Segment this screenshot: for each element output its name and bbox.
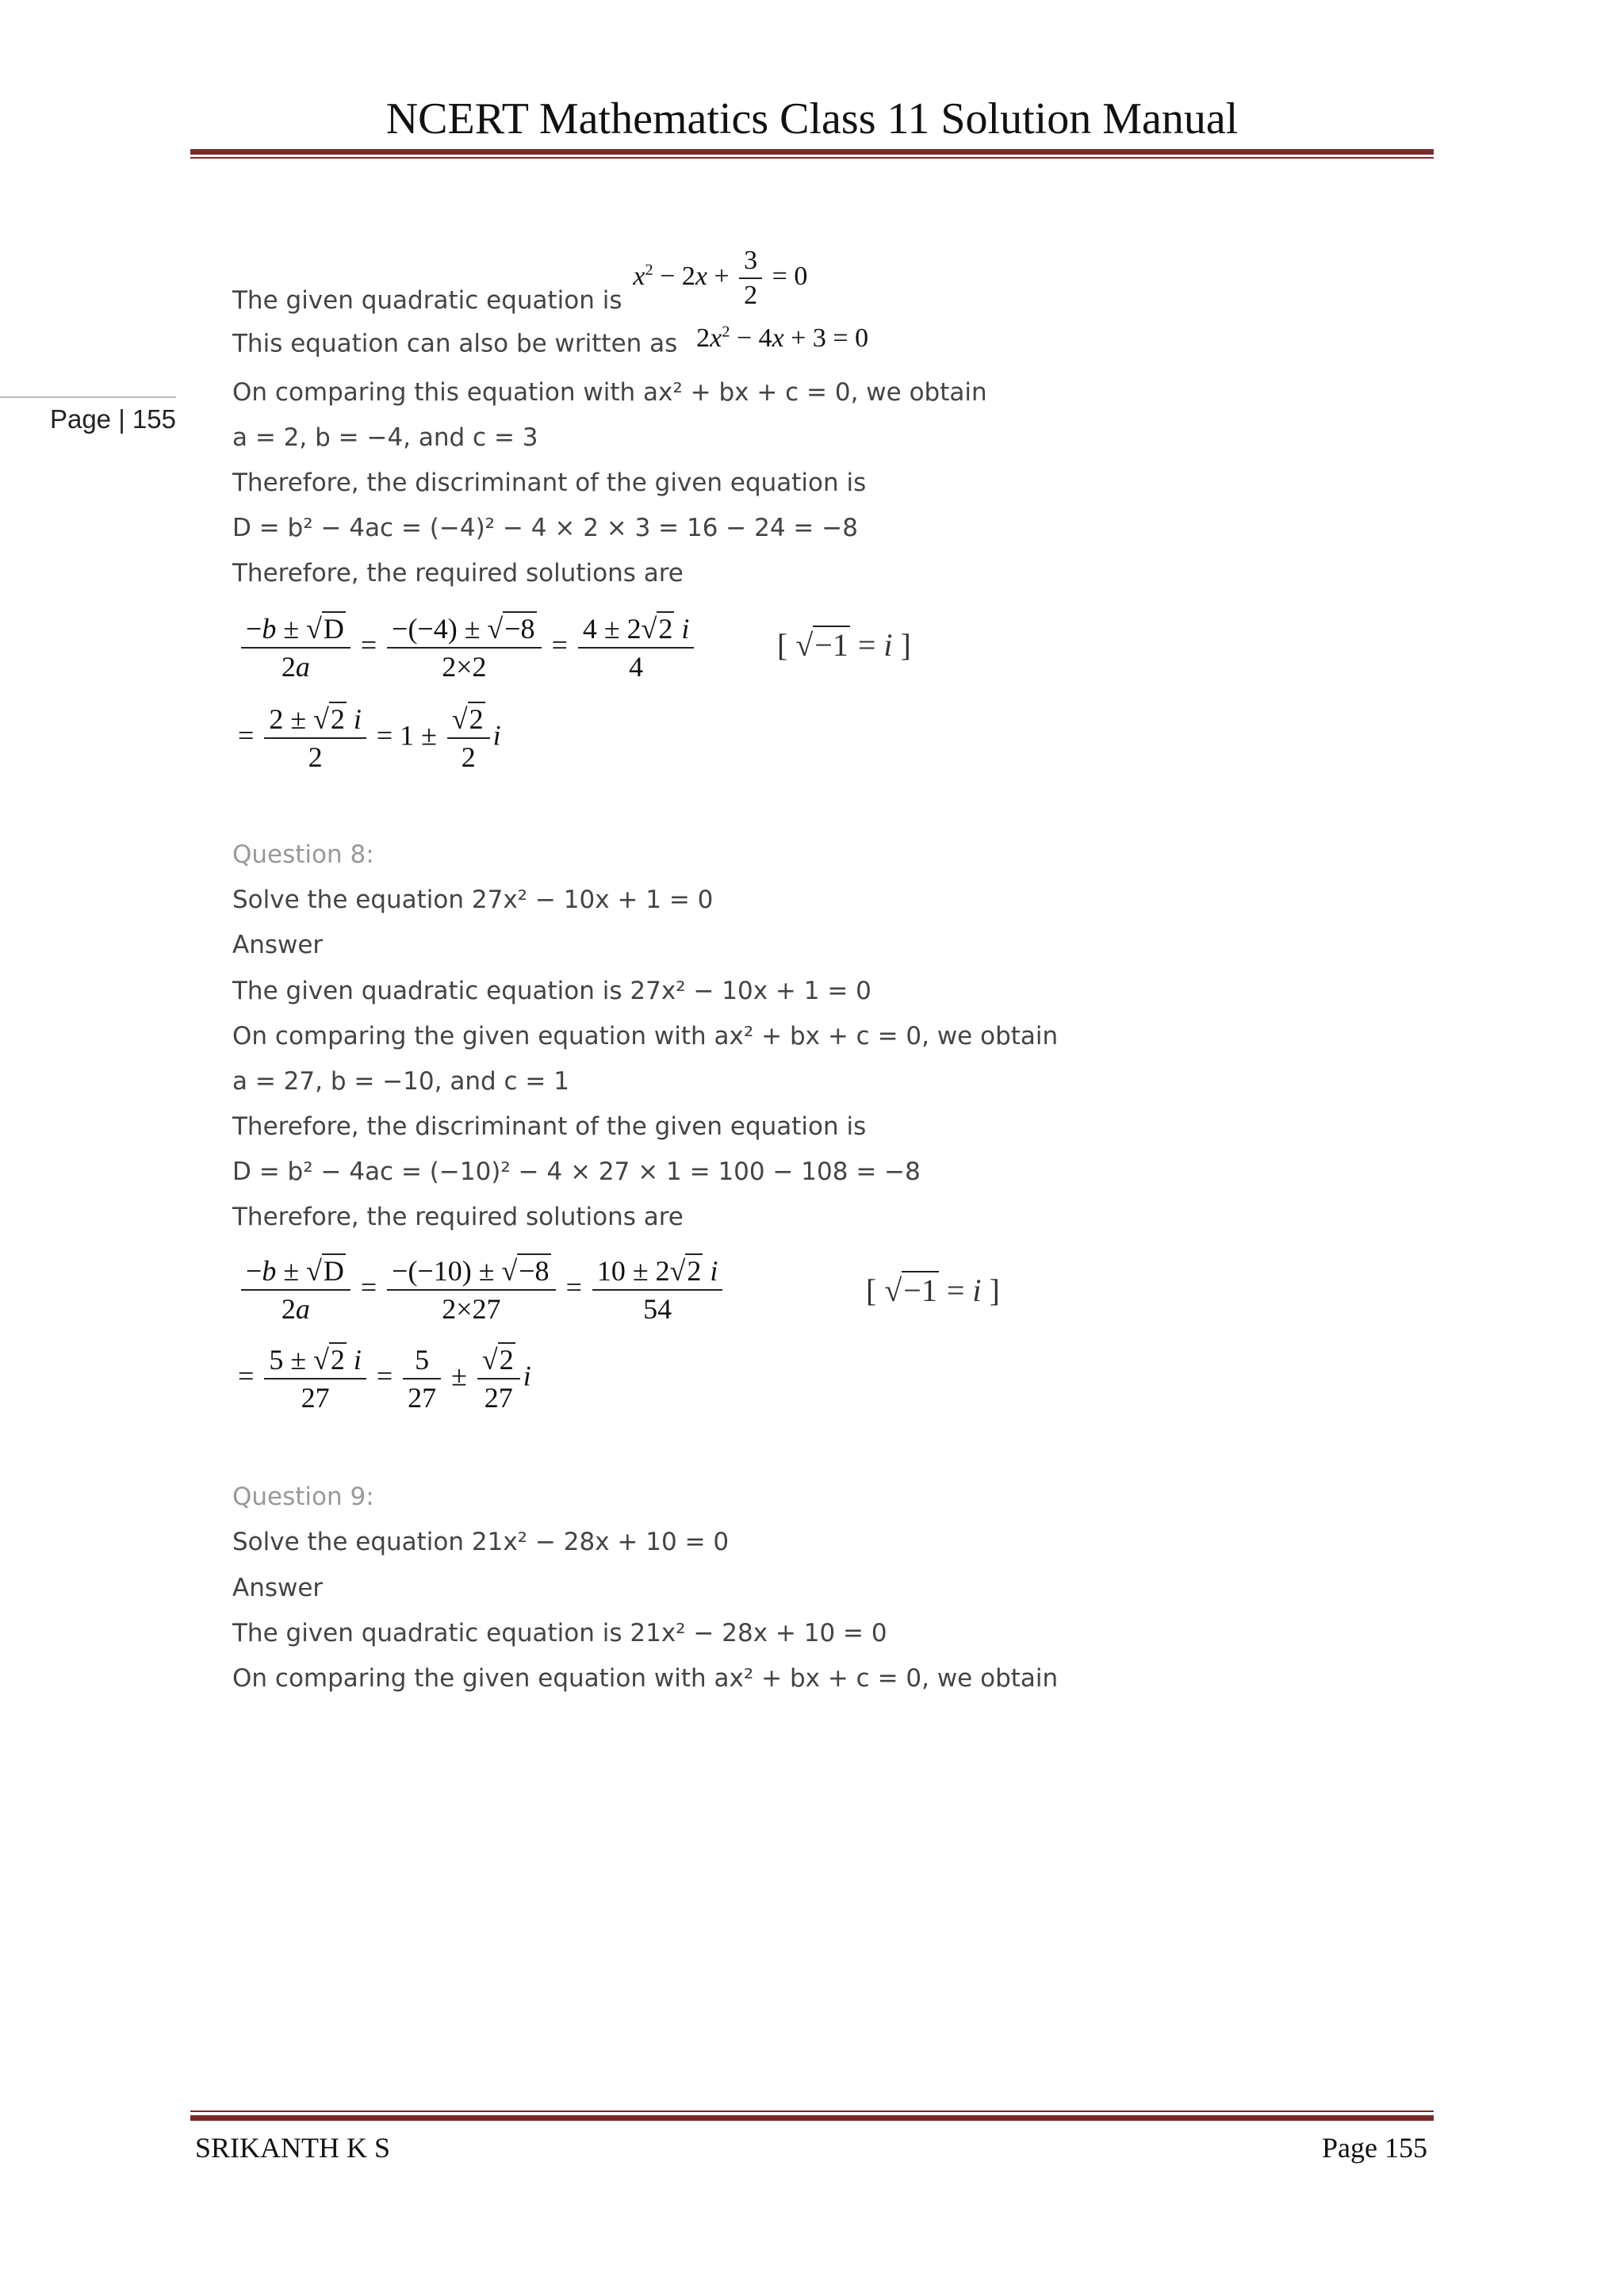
- given-equation-line: The given quadratic equation is 27x² − 10x + 1 = 0: [232, 977, 871, 1005]
- comparison-line: On comparing the given equation with ax² + bx + c = 0, we obtain: [232, 1664, 1059, 1693]
- solution-formula: $\frac{-b \pm √D}{2a}$ = $\frac{-(-10) \pm √-8}{2\times 27}$ = $\frac{10 \pm 2√2 i}{54}$: [238, 1254, 726, 1326]
- given-equation-line: The given quadratic equation is $x^2 - 2x$ + $\frac{3}{2}$ = 0: [232, 246, 808, 315]
- question-9-text: Solve the equation 21x² − 28x + 10 = 0: [232, 1528, 730, 1556]
- comparison-line: On comparing this equation with ax² + bx + c = 0, we obtain: [232, 378, 987, 407]
- discriminant-label: Therefore, the discriminant of the given equation is: [232, 1112, 867, 1141]
- margin-page-label: Page | 155: [49, 404, 176, 434]
- discriminant-calculation: D = b² − 4ac = (−10)² − 4 × 27 × 1 = 100 − 108 = −8: [232, 1158, 921, 1186]
- comparison-line: On comparing the given equation with ax² + bx + c = 0, we obtain: [232, 1022, 1059, 1050]
- question-9-heading: Question 9:: [232, 1483, 374, 1511]
- footer-page-number: Page 155: [1322, 2132, 1427, 2164]
- answer-label: Answer: [232, 931, 324, 959]
- header-rule-thin: [190, 157, 1434, 159]
- rewritten-equation-line: This equation can also be written as $2x^2 - 4x + 3 = 0$: [232, 323, 869, 358]
- solution-simplified: = $\frac{2 \pm √2 i}{2}$ = 1 ± $\frac{√2}{2}$ i: [238, 703, 501, 773]
- margin-page-marker: [0, 396, 176, 434]
- discriminant-label: Therefore, the discriminant of the given equation is: [232, 469, 867, 497]
- footer-rule: [190, 2115, 1434, 2121]
- coefficients-line: a = 2, b = −4, and c = 3: [232, 423, 538, 452]
- answer-label: Answer: [232, 1574, 324, 1602]
- solutions-label: Therefore, the required solutions are: [232, 559, 684, 587]
- header-rule: [190, 149, 1434, 155]
- given-equation-line: The given quadratic equation is 21x² − 28x + 10 = 0: [232, 1619, 887, 1647]
- page-header-title: NCERT Mathematics Class 11 Solution Manual: [385, 94, 1239, 144]
- solutions-label: Therefore, the required solutions are: [232, 1203, 684, 1231]
- sqrt-neg-one-note: [ √−1 = i ]: [866, 1272, 1000, 1308]
- solution-formula: $\frac{-b \pm √D}{2a}$ = $\frac{-(-4) \pm √-8}{2\times 2}$ = $\frac{4 \pm 2√2 i}{4}$: [238, 612, 697, 683]
- question-8-heading: Question 8:: [232, 840, 374, 869]
- sqrt-neg-one-note: [ √−1 = i ]: [777, 627, 911, 663]
- question-8-text: Solve the equation 27x² − 10x + 1 = 0: [232, 886, 714, 914]
- coefficients-line: a = 27, b = −10, and c = 1: [232, 1067, 569, 1096]
- equation-image: $x^2 - 2x$ + $\frac{3}{2}$ = 0: [633, 246, 808, 310]
- discriminant-calculation: D = b² − 4ac = (−4)² − 4 × 2 × 3 = 16 − 24 = −8: [232, 514, 858, 542]
- footer-author: SRIKANTH K S: [195, 2132, 391, 2164]
- solution-simplified: = $\frac{5 \pm √2 i}{27}$ = $\frac{5}{27}$ ± $\frac{√2}{27}$ i: [238, 1344, 531, 1414]
- equation-image: $2x^2 - 4x + 3 = 0$: [696, 323, 869, 354]
- footer-rule-thin: [190, 2110, 1434, 2112]
